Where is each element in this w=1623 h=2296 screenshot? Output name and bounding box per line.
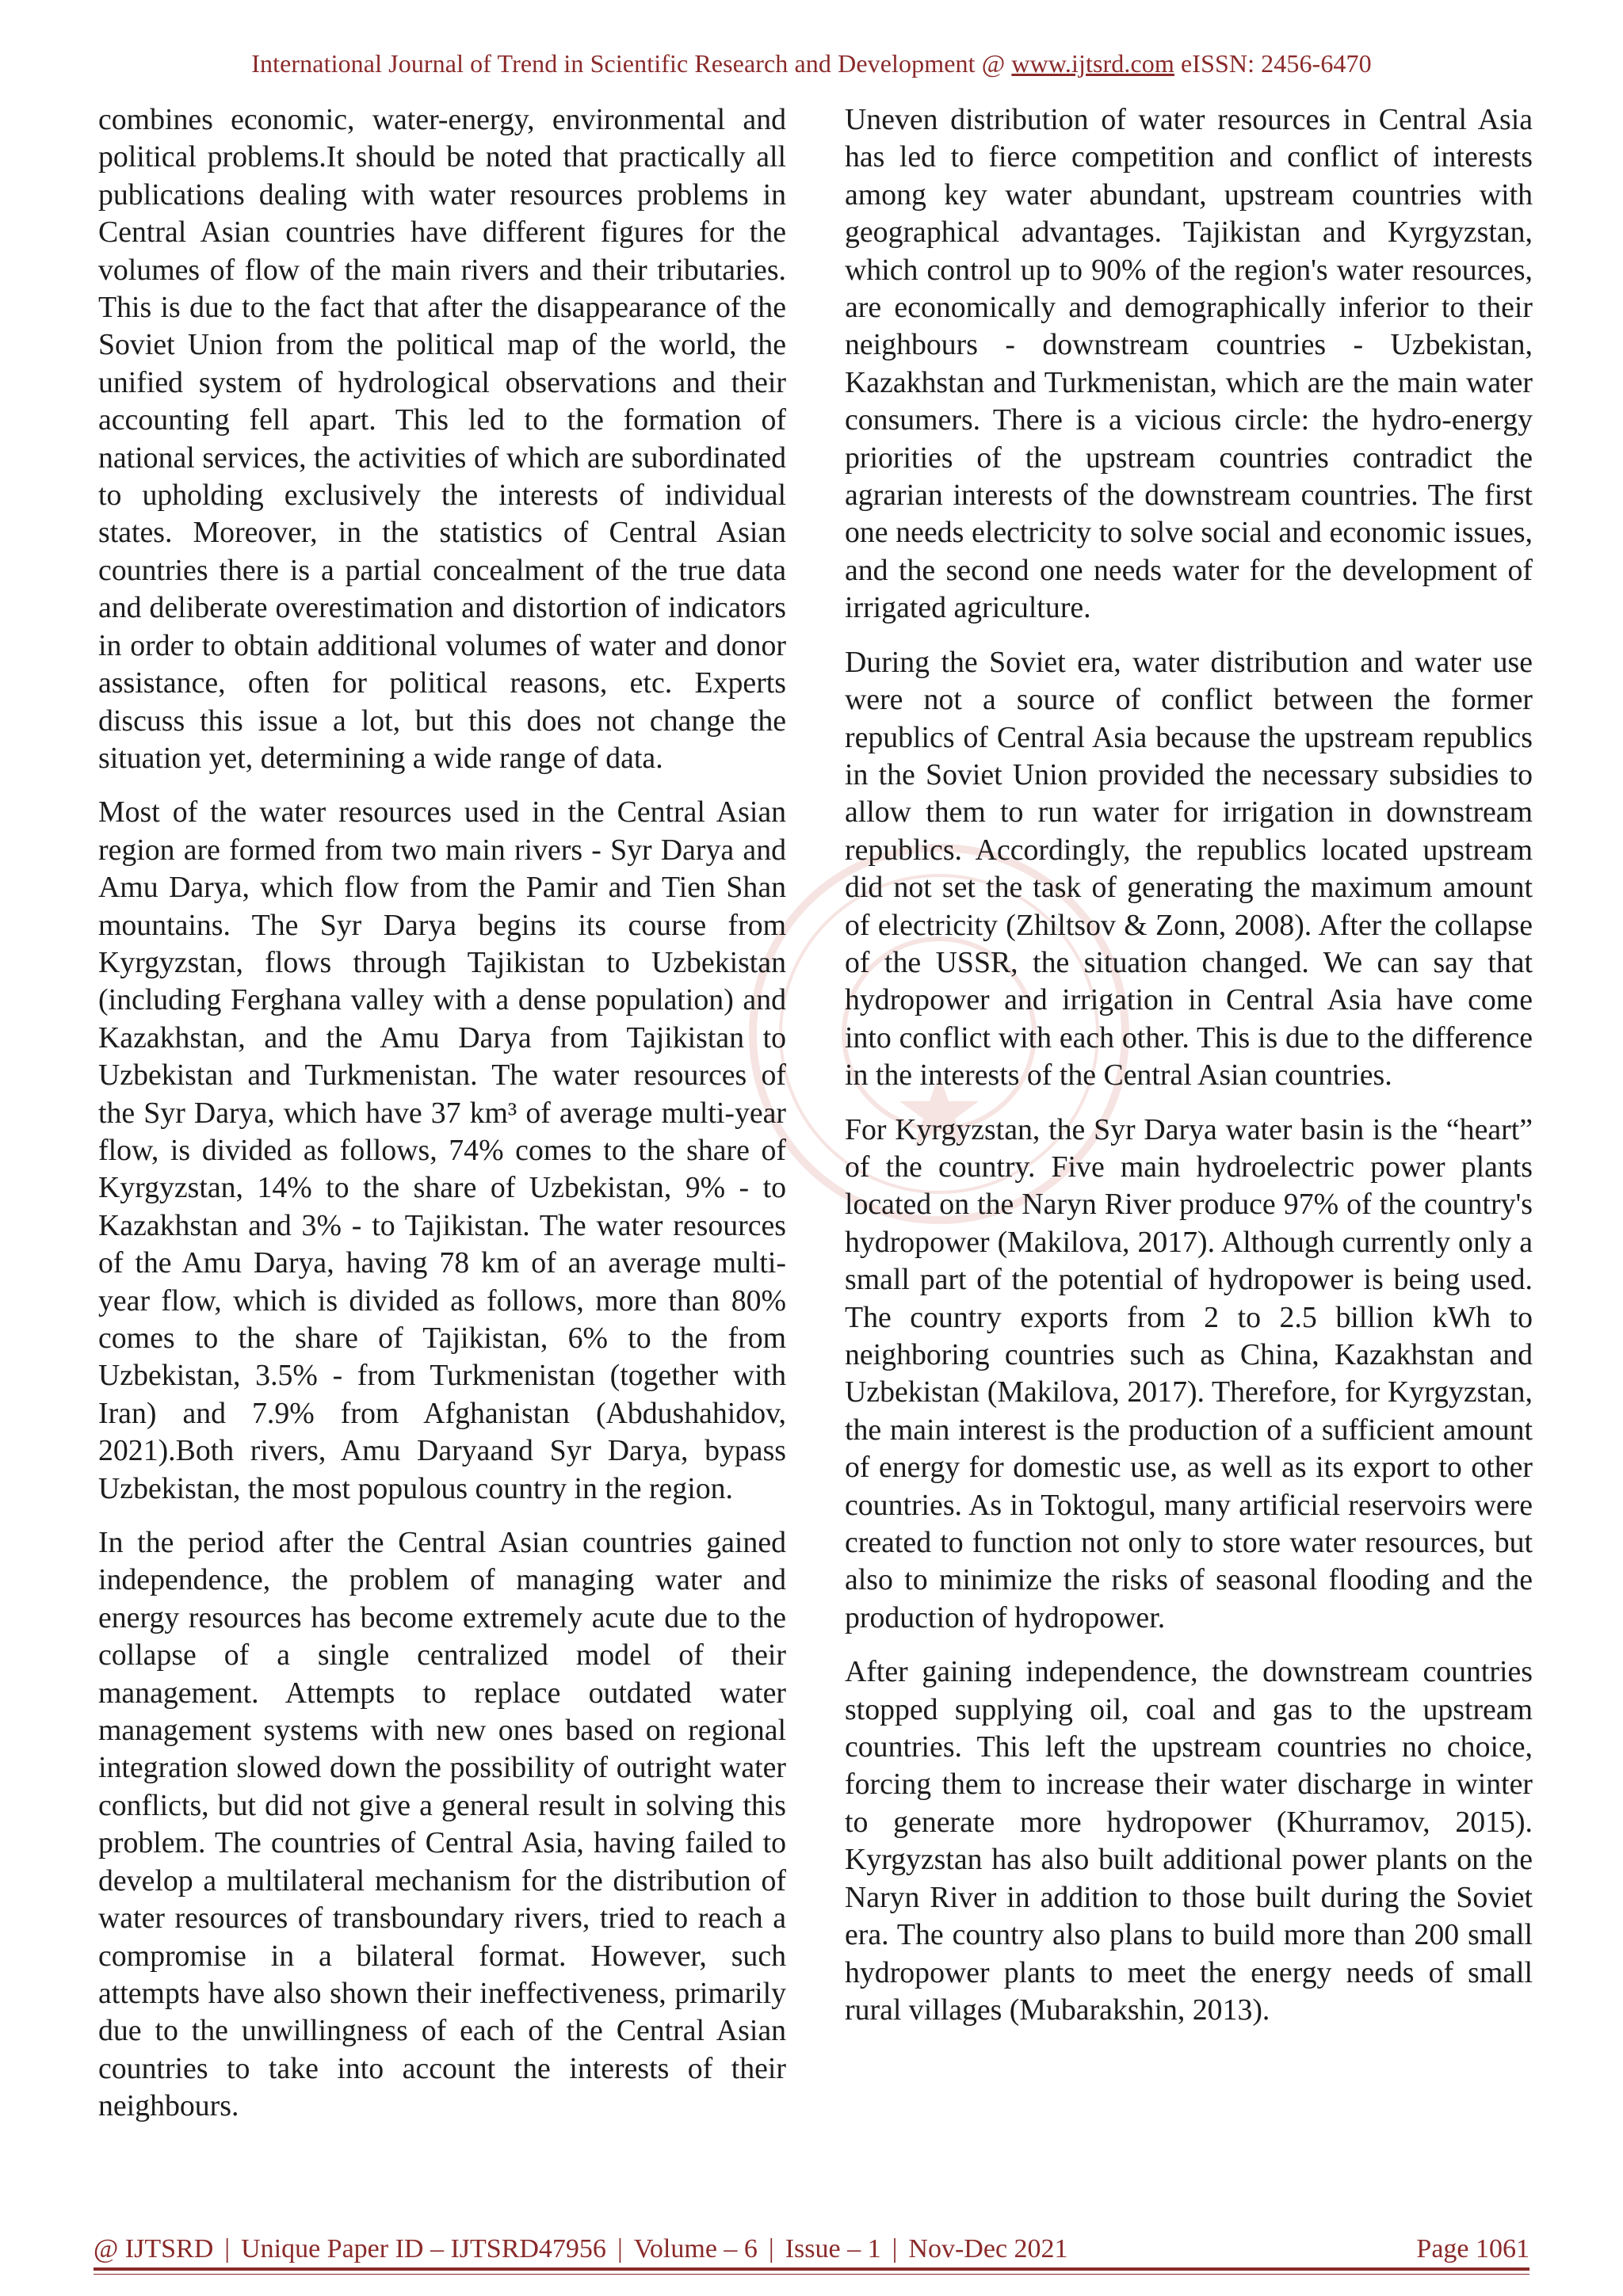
left-paragraph-3: In the period after the Central Asian countries gained independence, the problem of managing water and energy resources has become extremely acute due to the collapse of a single centralized model of their management. Attempts to replace outdated water management systems with new ones based on regional integration slowed down the possibility of outright water conflicts, but did not give a general result in solving this problem. The countries of Central Asia, having failed to develop a multilateral mechanism for the distribution of water resources of transboundary rivers, tried to reach a compromise in a bilateral format. However, such attempts have also shown their ineffectiveness, primarily due to the unwillingness of each of the Central Asian countries to take into account the interests of their neighbours.: [98, 1526, 786, 2123]
footer-issue: Issue – 1: [785, 2234, 881, 2264]
journal-website-link[interactable]: www.ijtsrd.com: [1011, 49, 1174, 78]
footer-page-number: Page 1061: [1416, 2234, 1529, 2264]
left-paragraph-2: Most of the water resources used in the Central Asian region are formed from two main rivers - Syr Darya and Amu Darya, which flow from the Pamir and Tien Shan mountains. The Syr Darya begins its course from Kyrgyzstan, flows through Tajikistan to Uzbekistan (including Ferghana valley with a dense population) and Kazakhstan, and the Amu Darya from Tajikistan to Uzbekistan and Turkmenistan. The water resources of the Syr Darya, which have 37 km³ of average multi-year flow, is divided as follows, 74% comes to the share of Kyrgyzstan, 14% to the share of Uzbekistan, 9% - to Kazakhstan and 3% - to Tajikistan. The water resources of the Amu Darya, having 78 km of an average multi-year flow, which is divided as follows, more than 80% comes to the share of Tajikistan, 6% to the from Uzbekistan, 3.5% - from Turkmenistan (together with Iran) and 7.9% from Afghanistan (Abdushahidov, 2021).Both rivers, Amu Daryaand Syr Darya, bypass Uzbekistan, the most populous country in the region.: [98, 795, 786, 1505]
right-column: [845, 101, 1533, 2046]
header-text-prefix: International Journal of Trend in Scientific Research and Development @: [251, 49, 1012, 78]
footer-info: [94, 2234, 1068, 2264]
footer-rule-thick: [94, 2267, 1529, 2271]
left-column: [98, 101, 786, 2142]
footer-separator: |: [617, 2234, 623, 2264]
footer-copyright: @ IJTSRD: [94, 2234, 214, 2264]
footer-separator: |: [892, 2234, 898, 2264]
page-footer: [94, 2234, 1529, 2264]
footer-separator: |: [768, 2234, 774, 2264]
left-paragraph-1: combines economic, water-energy, environmental and political problems.It should be noted that practically all publications dealing with water resources problems in Central Asian countries have different figures for the volumes of flow of the main rivers and their tributaries. This is due to the fact that after the disappearance of the Soviet Union from the political map of the world, the unified system of hydrological observations and their accounting fell apart. This led to the formation of national services, the activities of which are subordinated to upholding exclusively the interests of individual states. Moreover, in the statistics of Central Asian countries there is a partial concealment of the true data and deliberate overestimation and distortion of indicators in order to obtain additional volumes of water and donor assistance, often for political reasons, etc. Experts discuss this issue a lot, but this does not change the situation yet, determining a wide range of data.: [98, 103, 786, 775]
footer-separator: |: [224, 2234, 231, 2264]
header-text-suffix: eISSN: 2456-6470: [1174, 49, 1372, 78]
right-paragraph-2: During the Soviet era, water distribution and water use were not a source of conflict between the former republics of Central Asia because the upstream republics in the Soviet Union provided the necessary subsidies to allow them to run water for irrigation in downstream republics. Accordingly, the republics located upstream did not set the task of generating the maximum amount of electricity (Zhiltsov & Zonn, 2008). After the collapse of the USSR, the situation changed. We can say that hydropower and irrigation in Central Asia have come into conflict with each other. This is due to the difference in the interests of the Central Asian countries.: [845, 645, 1533, 1093]
footer-date: Nov-Dec 2021: [908, 2234, 1068, 2264]
right-paragraph-1: Uneven distribution of water resources in Central Asia has led to fierce competition and conflict of interests among key water abundant, upstream countries with geographical advantages. Tajikistan and Kyrgyzstan, which control up to 90% of the region's water resources, are economically and demographically inferior to their neighbours - downstream countries - Uzbekistan, Kazakhstan and Turkmenistan, which are the main water consumers. There is a vicious circle: the hydro-energy priorities of the upstream countries contradict the agrarian interests of the downstream countries. The first one needs electricity to solve social and economic issues, and the second one needs water for the development of irrigated agriculture.: [845, 103, 1533, 625]
right-paragraph-4: After gaining independence, the downstream countries stopped supplying oil, coal and gas to the upstream countries. This left the upstream countries no choice, forcing them to increase their water discharge in winter to generate more hydropower (Khurramov, 2015). Kyrgyzstan has also built additional power plants on the Naryn River in addition to those built during the Soviet era. The country also plans to build more than 200 small hydropower plants to meet the energy needs of small rural villages (Mubarakshin, 2013).: [845, 1655, 1533, 2027]
footer-volume: Volume – 6: [633, 2234, 758, 2264]
right-paragraph-3: For Kyrgyzstan, the Syr Darya water basin is the “heart” of the country. Five main hydroelectric power plants located on the Naryn River produce 97% of the country's hydropower (Makilova, 2017). Although currently only a small part of the potential of hydropower is being used. The country exports from 2 to 2.5 billion kWh to neighboring countries such as China, Kazakhstan and Uzbekistan (Makilova, 2017). Therefore, for Kyrgyzstan, the main interest is the production of a sufficient amount of energy for domestic use, as well as its export to other countries. As in Toktogul, many artificial reservoirs were created to function not only to store water resources, but also to minimize the risks of seasonal flooding and the production of hydropower.: [845, 1112, 1533, 1634]
footer-paper-id: Unique Paper ID – IJTSRD47956: [241, 2234, 606, 2264]
footer-rule-thin: [94, 2274, 1529, 2275]
journal-header: [0, 49, 1623, 78]
